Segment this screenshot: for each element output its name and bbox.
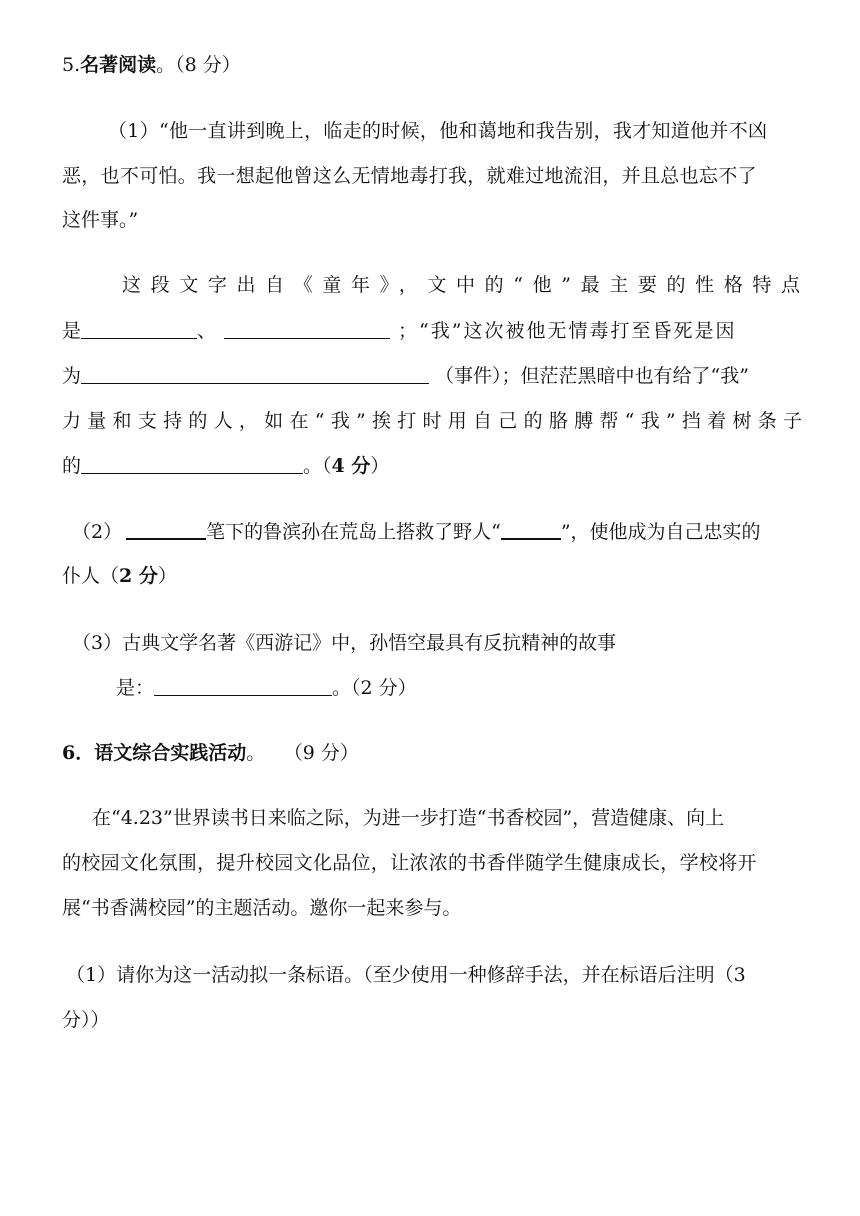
q5-p1-line1: （1）“他一直讲到晚上，临走的时候，他和蔼地和我告别，我才知道他并不凶 bbox=[108, 120, 768, 142]
q6-heading bbox=[62, 740, 802, 766]
q5-score: 。（8 分） bbox=[156, 54, 241, 76]
q6-intro-line3: 展“书香满校园”的主题活动。邀你一起来参与。 bbox=[62, 897, 462, 919]
q6-intro-line1: 在“4.23”世界读书日来临之际，为进一步打造“书香校园”，营造健康、向上 bbox=[92, 807, 725, 829]
q5-p1-line7: 力量和支持的人，如在“我”挨打时用自己的胳膊帮“我”挡着树条子 bbox=[62, 410, 802, 432]
q5-p3-line1: （3）古典文学名著《西游记》中，孙悟空最具有反抗精神的故事 bbox=[72, 632, 617, 654]
q6-number: 6． bbox=[62, 742, 95, 764]
q6-title: 语文综合实践活动 bbox=[94, 742, 247, 764]
q5-p1-line5 bbox=[62, 318, 802, 344]
q6-intro-line2: 的校园文化氛围，提升校园文化品位，让浓浓的书香伴随学生健康成长，学校将开 bbox=[62, 852, 757, 874]
q5-p1-line8-a: 的 bbox=[62, 455, 82, 477]
q5-p2-line1 bbox=[72, 518, 812, 544]
q5-p1-line5-a: 是 bbox=[62, 320, 82, 342]
q5-number: 5. bbox=[62, 54, 81, 76]
q5-p2-score: 2 分 bbox=[119, 565, 158, 587]
q5-p3-line2-a: 是： bbox=[116, 677, 155, 699]
answer-blank-savage[interactable] bbox=[501, 518, 561, 540]
q5-heading bbox=[62, 52, 802, 78]
q5-title: 名著阅读 bbox=[80, 54, 157, 76]
q5-p1-line8-c: ） bbox=[370, 455, 390, 477]
q5-p2-mid2: ”，使他成为自己忠实的 bbox=[560, 521, 761, 543]
q6-score-b: （9 分） bbox=[293, 742, 359, 764]
q6-p1-line2: 分）） bbox=[62, 1009, 110, 1031]
q5-p2-line2 bbox=[62, 563, 802, 589]
answer-blank-trait-2[interactable] bbox=[224, 318, 390, 339]
q5-p1-line6-b: （事件）；但茫茫黑暗中也有给了“我” bbox=[435, 365, 749, 387]
q5-p1-line3: 这件事。” bbox=[62, 209, 139, 231]
q5-p2-prefix: （2） bbox=[72, 521, 123, 543]
q5-p1-line2: 恶，也不可怕。我一想起他曾这么无情地毒打我，就难过地流泪，并且总也忘不了 bbox=[62, 165, 757, 187]
answer-blank-author[interactable] bbox=[126, 518, 206, 540]
q6-p1-line1: （1）请你为这一活动拟一条标语。（至少使用一种修辞手法，并在标语后注明（3 bbox=[66, 964, 746, 986]
answer-blank-event[interactable] bbox=[81, 363, 429, 384]
answer-blank-supporter[interactable] bbox=[81, 453, 303, 474]
q5-p1-line8-b: 。（ bbox=[303, 455, 332, 477]
q6-score-a: 。 bbox=[246, 742, 266, 764]
q5-p1-line8 bbox=[62, 453, 802, 479]
answer-blank-story[interactable] bbox=[154, 675, 332, 696]
q5-p2-line2-b: ） bbox=[157, 565, 177, 587]
q5-p1-line5-c: ；“我”这次被他无情毒打至昏死是因 bbox=[398, 320, 737, 342]
q5-p1-line5-b: 、 bbox=[197, 320, 217, 342]
q5-p1-line6-a: 为 bbox=[62, 365, 82, 387]
q5-p1-score: 4 分 bbox=[331, 455, 371, 477]
q5-p2-line2-a: 仆人（ bbox=[62, 565, 120, 587]
q5-p1-line6 bbox=[62, 363, 802, 389]
q5-p1-line4: 这段文字出自《童年》，文中的“他”最主要的性格特点 bbox=[122, 274, 800, 296]
q5-p2-mid1: 笔下的鲁滨孙在荒岛上搭救了野人“ bbox=[206, 521, 501, 543]
answer-blank-trait-1[interactable] bbox=[81, 318, 197, 339]
q5-p3-line2-b: 。（2 分） bbox=[332, 677, 417, 699]
q5-p3-line2 bbox=[116, 675, 856, 701]
